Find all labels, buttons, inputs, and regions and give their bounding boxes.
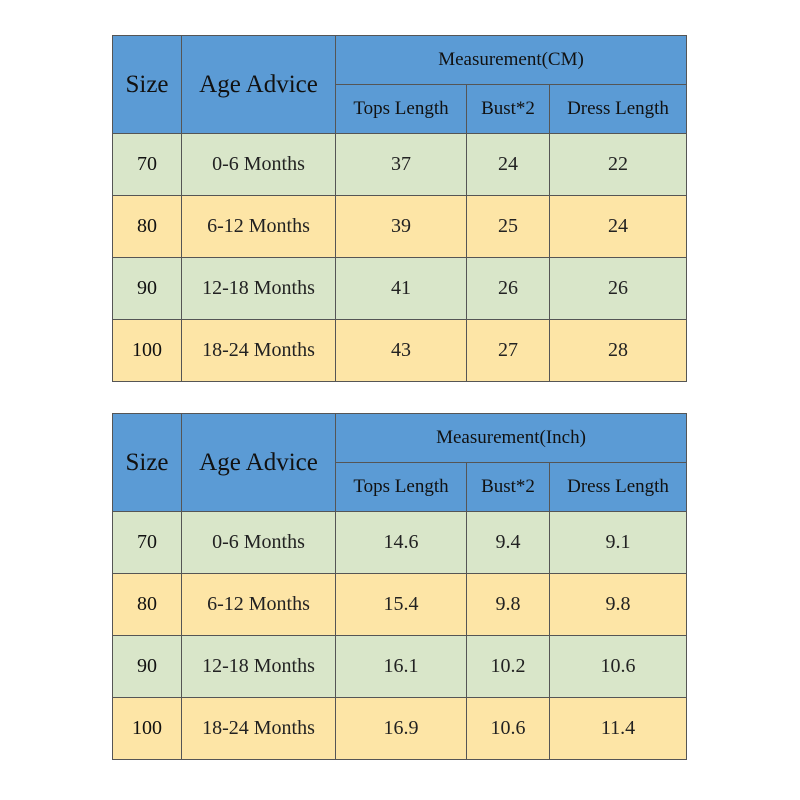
measurement-header: Measurement(Inch) <box>336 414 687 463</box>
dress-cell: 9.8 <box>550 574 687 636</box>
dress-cell: 24 <box>550 196 687 258</box>
bust-header: Bust*2 <box>467 463 550 512</box>
dress-cell: 11.4 <box>550 698 687 760</box>
bust-cell: 10.6 <box>467 698 550 760</box>
tops-cell: 16.1 <box>336 636 467 698</box>
dress-cell: 22 <box>550 134 687 196</box>
table-row <box>113 196 687 258</box>
size-header: Size <box>113 36 182 134</box>
bust-cell: 25 <box>467 196 550 258</box>
tops-cell: 41 <box>336 258 467 320</box>
size-chart-inch <box>112 413 687 760</box>
size-cell: 100 <box>113 698 182 760</box>
size-chart-cm <box>112 35 687 382</box>
measurement-header: Measurement(CM) <box>336 36 687 85</box>
table-row <box>113 698 687 760</box>
tops-cell: 39 <box>336 196 467 258</box>
table-row <box>113 636 687 698</box>
age-cell: 0-6 Months <box>182 512 336 574</box>
tops-cell: 37 <box>336 134 467 196</box>
bust-cell: 24 <box>467 134 550 196</box>
tops-cell: 43 <box>336 320 467 382</box>
size-cell: 100 <box>113 320 182 382</box>
tops-length-header: Tops Length <box>336 463 467 512</box>
table-row <box>113 320 687 382</box>
bust-cell: 26 <box>467 258 550 320</box>
size-cell: 70 <box>113 134 182 196</box>
age-cell: 12-18 Months <box>182 636 336 698</box>
age-advice-header: Age Advice <box>182 414 336 512</box>
age-cell: 18-24 Months <box>182 320 336 382</box>
size-cell: 90 <box>113 258 182 320</box>
age-cell: 6-12 Months <box>182 196 336 258</box>
bust-cell: 10.2 <box>467 636 550 698</box>
size-cell: 90 <box>113 636 182 698</box>
age-cell: 0-6 Months <box>182 134 336 196</box>
dress-length-header: Dress Length <box>550 85 687 134</box>
bust-cell: 9.8 <box>467 574 550 636</box>
tops-cell: 16.9 <box>336 698 467 760</box>
dress-length-header: Dress Length <box>550 463 687 512</box>
table-row <box>113 134 687 196</box>
size-cell: 80 <box>113 574 182 636</box>
dress-cell: 28 <box>550 320 687 382</box>
dress-cell: 26 <box>550 258 687 320</box>
table-row <box>113 512 687 574</box>
age-advice-header: Age Advice <box>182 36 336 134</box>
size-cell: 80 <box>113 196 182 258</box>
dress-cell: 9.1 <box>550 512 687 574</box>
table-row <box>113 258 687 320</box>
tops-cell: 15.4 <box>336 574 467 636</box>
dress-cell: 10.6 <box>550 636 687 698</box>
size-cell: 70 <box>113 512 182 574</box>
tops-length-header: Tops Length <box>336 85 467 134</box>
bust-cell: 9.4 <box>467 512 550 574</box>
size-header: Size <box>113 414 182 512</box>
table-row <box>113 574 687 636</box>
age-cell: 6-12 Months <box>182 574 336 636</box>
age-cell: 12-18 Months <box>182 258 336 320</box>
age-cell: 18-24 Months <box>182 698 336 760</box>
bust-header: Bust*2 <box>467 85 550 134</box>
bust-cell: 27 <box>467 320 550 382</box>
tops-cell: 14.6 <box>336 512 467 574</box>
